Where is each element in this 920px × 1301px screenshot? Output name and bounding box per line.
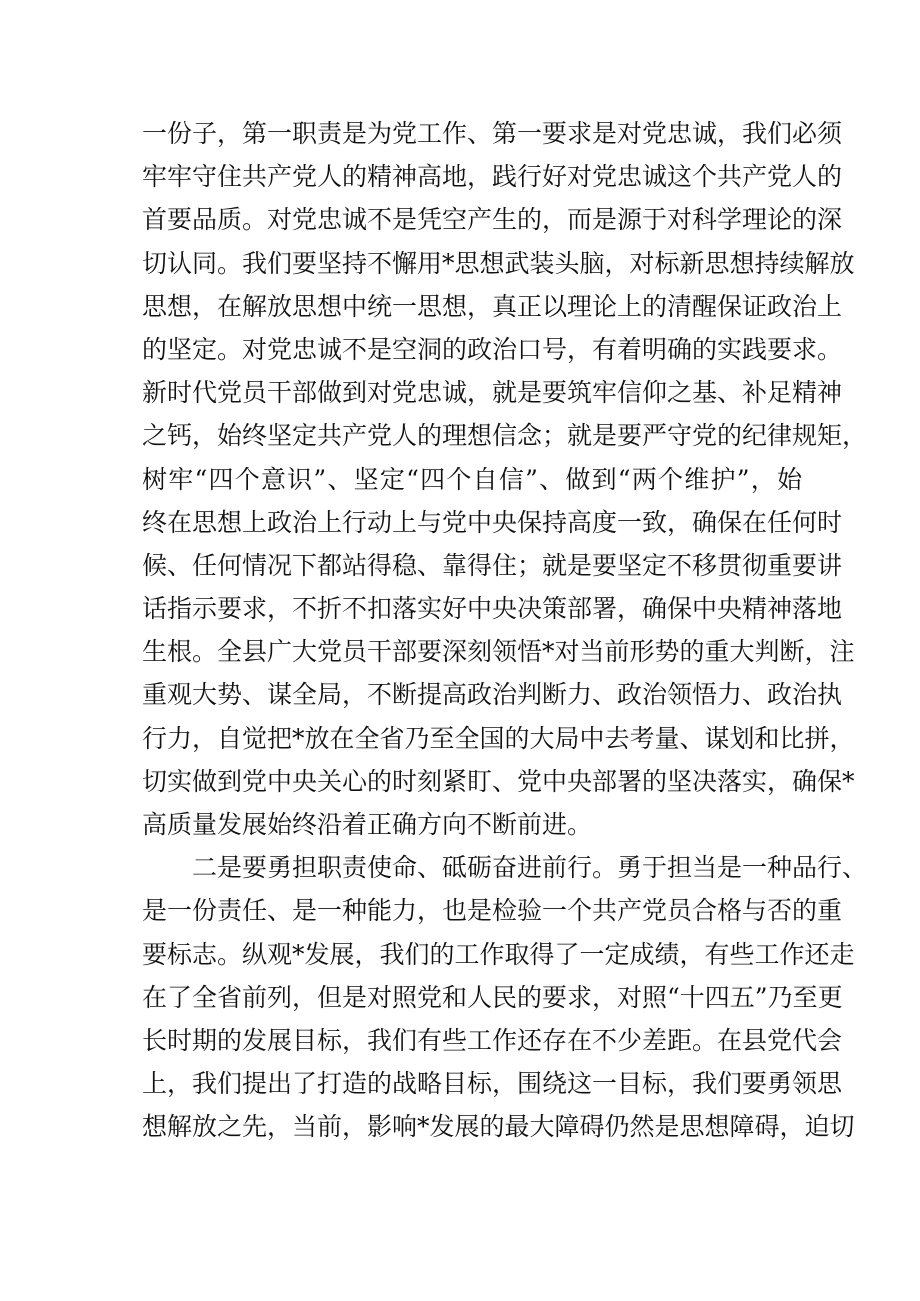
text-line: 重观大势、谋全局，不断提高政治判断力、政治领悟力、政治执 (142, 680, 843, 710)
text-line: 之钙，始终坚定共产党人的理想信念；就是要严守党的纪律规矩， (142, 421, 868, 451)
text-line: 候、任何情况下都站得稳、靠得住；就是要坚定不移贯彻重要讲 (142, 550, 843, 580)
text-line: 思想，在解放思想中统一思想，真正以理论上的清醒保证政治上 (142, 291, 843, 321)
text-line: 生根。全县广大党员干部要深刻领悟*对当前形势的重大判断，注 (142, 637, 855, 667)
text-line: 二是要勇担职责使命、砥砺奋进前行。勇于担当是一种品行、 (192, 853, 868, 883)
paragraph-1 (142, 112, 868, 846)
text-line: 切认同。我们要坚持不懈用*思想武装头脑，对标新思想持续解放 (142, 248, 855, 278)
text-line: 要标志。纵观*发展，我们的工作取得了一定成绩，有些工作还走 (142, 939, 855, 969)
text-line: 树牢“四个意识”、坚定“四个自信”、做到“两个维护”，始 (142, 464, 802, 494)
text-line: 切实做到党中央关心的时刻紧盯、党中央部署的坚决落实，确保* (142, 766, 855, 796)
text-line: 想解放之先，当前，影响*发展的最大障碍仍然是思想障碍，迫切 (142, 1112, 855, 1142)
text-line: 上，我们提出了打造的战略目标，围绕这一目标，我们要勇领思 (142, 1069, 843, 1099)
text-line: 长时期的发展目标，我们有些工作还存在不少差距。在县党代会 (142, 1025, 843, 1055)
text-line: 一份子，第一职责是为党工作、第一要求是对党忠诚，我们必须 (142, 119, 843, 148)
text-line: 高质量发展始终沿着正确方向不断前进。 (142, 810, 593, 839)
paragraph-2 (142, 846, 868, 1148)
text-line: 话指示要求，不折不扣落实好中央决策部署，确保中央精神落地 (142, 594, 843, 624)
text-line: 新时代党员干部做到对党忠诚，就是要筑牢信仰之基、补足精神 (142, 378, 843, 408)
body-text (142, 112, 868, 1149)
text-line: 是一份责任、是一种能力，也是检验一个共产党员合格与否的重 (142, 896, 843, 926)
text-line: 行力，自觉把*放在全省乃至全国的大局中去考量、谋划和比拼， (142, 723, 855, 753)
text-line: 首要品质。对党忠诚不是凭空产生的，而是源于对科学理论的深 (142, 205, 843, 235)
text-line: 牢牢守住共产党人的精神高地，践行好对党忠诚这个共产党人的 (142, 162, 843, 192)
text-line: 的坚定。对党忠诚不是空洞的政治口号，有着明确的实践要求。 (142, 334, 843, 364)
text-line: 终在思想上政治上行动上与党中央保持高度一致，确保在任何时 (142, 507, 843, 537)
text-line: 在了全省前列，但是对照党和人民的要求，对照“十四五”乃至更 (142, 982, 843, 1012)
